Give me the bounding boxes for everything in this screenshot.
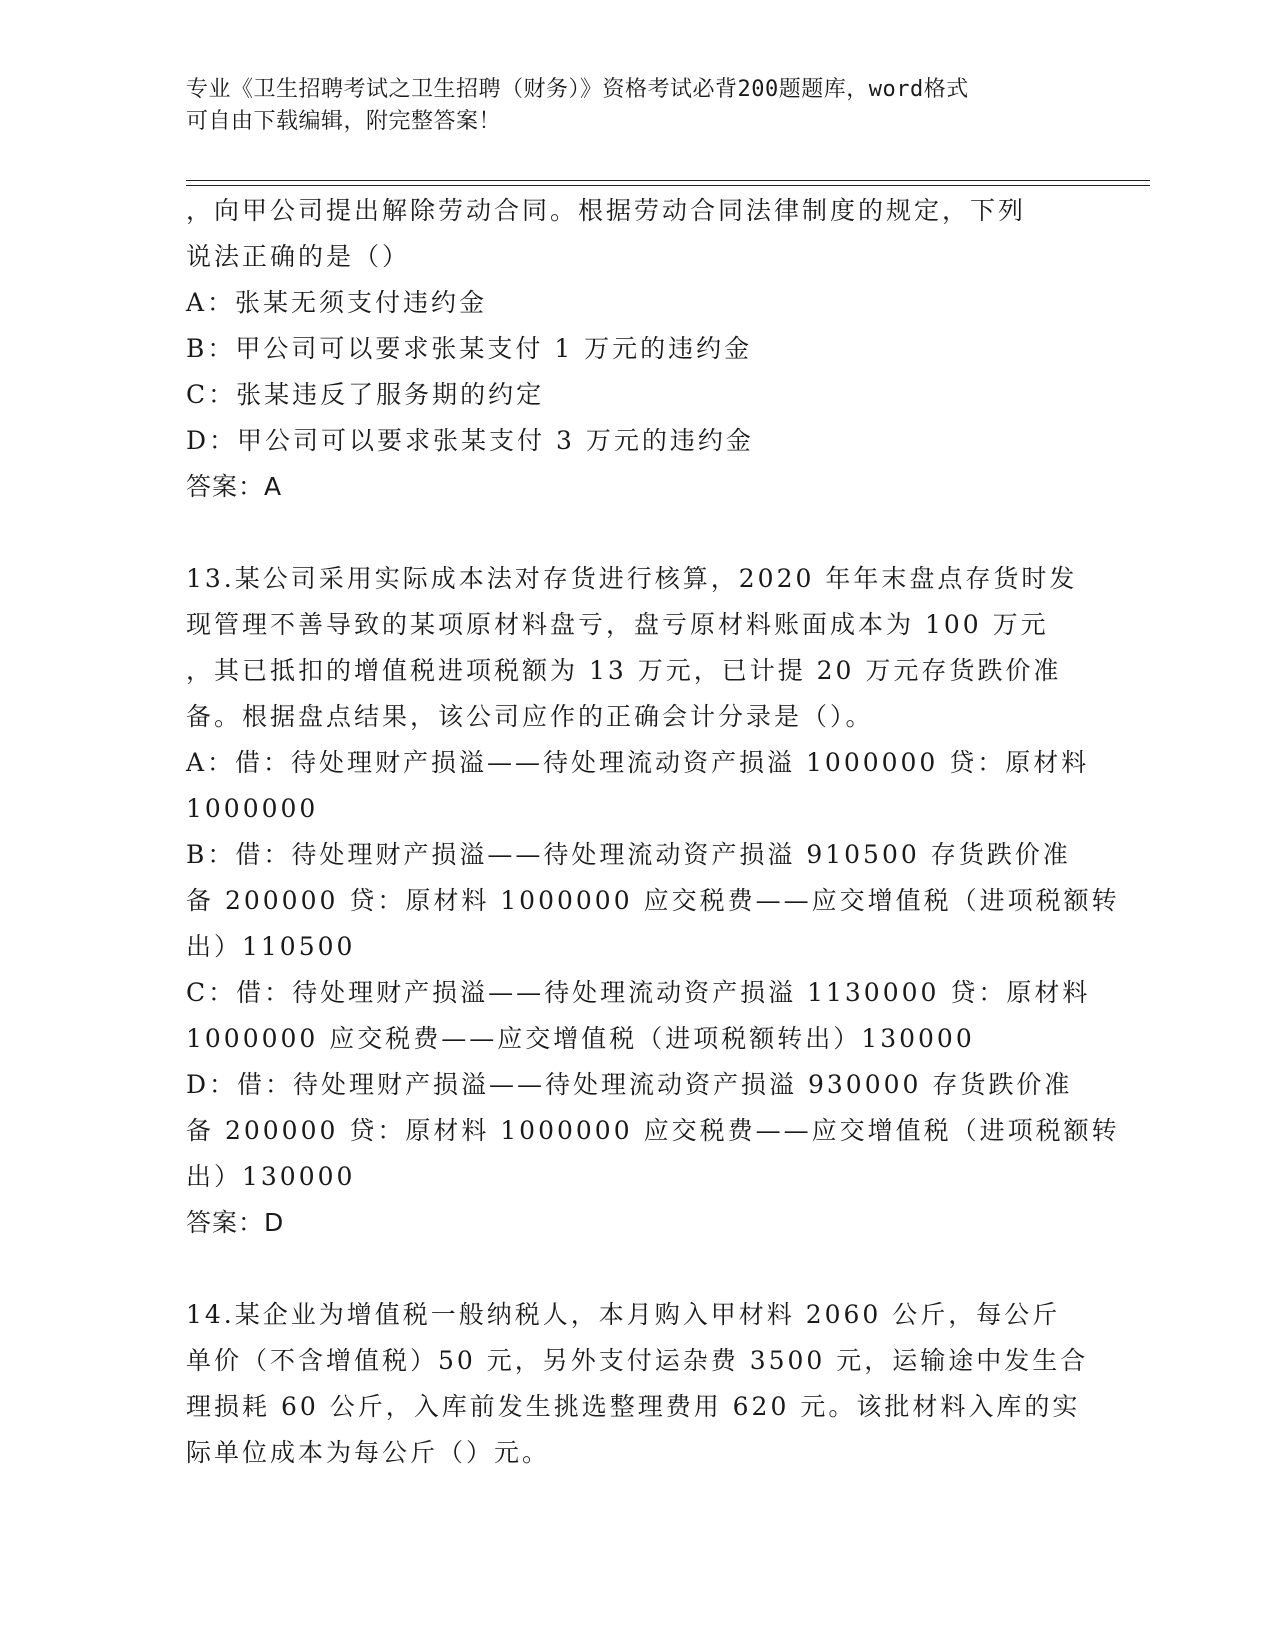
- question-13-stem-line-3: ，其已抵扣的增值税进项税额为 13 万元，已计提 20 万元存货跌价准: [186, 656, 1062, 685]
- question-12-option-c: C：张某违反了服务期的约定: [186, 380, 545, 409]
- header-title-line-1: 专业《卫生招聘考试之卫生招聘（财务）》资格考试必背200题题库，word格式: [186, 77, 969, 102]
- question-14-stem-line-3: 理损耗 60 公斤，入库前发生挑选整理费用 620 元。该批材料入库的实: [186, 1392, 1081, 1421]
- question-14: [186, 1292, 1089, 1476]
- question-14-stem-line-4: 际单位成本为每公斤（）元。: [186, 1438, 551, 1467]
- question-13-option-d-line-1: D：借：待处理财产损溢——待处理流动资产损溢 930000 存货跌价准: [186, 1070, 1073, 1099]
- question-12-option-b: B：甲公司可以要求张某支付 1 万元的违约金: [186, 334, 753, 363]
- question-13-option-d-line-3: 出）130000: [186, 1162, 356, 1191]
- spacer: [186, 510, 1086, 556]
- question-12-option-a: A：张某无须支付违约金: [186, 288, 488, 317]
- question-13-option-b-line-2: 备 200000 贷：原材料 1000000 应交税费——应交增值税（进项税额转: [186, 886, 1120, 915]
- question-12-answer: 答案：A: [186, 472, 283, 501]
- question-14-stem-line-2: 单价（不含增值税）50 元，另外支付运杂费 3500 元，运输途中发生合: [186, 1346, 1089, 1375]
- document-body: [186, 188, 1120, 1476]
- header-divider-bottom: [186, 185, 1150, 186]
- question-12-stem-line-1: ，向甲公司提出解除劳动合同。根据劳动合同法律制度的规定，下列: [186, 196, 1027, 225]
- question-13-option-b-line-1: B：借：待处理财产损溢——待处理流动资产损溢 910500 存货跌价准: [186, 840, 1071, 869]
- question-13-option-c-line-1: C：借：待处理财产损溢——待处理流动资产损溢 1130000 贷：原材料: [186, 978, 1091, 1007]
- question-14-stem-line-1: 14.某企业为增值税一般纳税人，本月购入甲材料 2060 公斤，每公斤: [186, 1300, 1061, 1329]
- question-13-option-d-line-2: 备 200000 贷：原材料 1000000 应交税费——应交增值税（进项税额转: [186, 1116, 1120, 1145]
- spacer: [186, 1246, 1086, 1292]
- question-13-option-a-line-2: 1000000: [186, 794, 319, 823]
- question-13-answer: 答案：D: [186, 1208, 285, 1237]
- question-13-option-a-line-1: A：借：待处理财产损溢——待处理流动资产损溢 1000000 贷：原材料: [186, 748, 1090, 777]
- question-13-option-b-line-3: 出）110500: [186, 932, 356, 961]
- question-12-stem-line-2: 说法正确的是（）: [186, 242, 411, 271]
- question-13-option-c-line-2: 1000000 应交税费——应交增值税（进项税额转出）130000: [186, 1024, 975, 1053]
- header-title-line-2: 可自由下载编辑，附完整答案！: [186, 109, 502, 134]
- question-13: [186, 556, 1120, 1246]
- question-13-stem-line-1: 13.某公司采用实际成本法对存货进行核算，2020 年年末盘点存货时发: [186, 564, 1078, 593]
- header-divider-top: [186, 180, 1150, 181]
- document-header: [186, 74, 1086, 138]
- question-13-stem-line-4: 备。根据盘点结果，该公司应作的正确会计分录是（）。: [186, 702, 874, 731]
- question-13-stem-line-2: 现管理不善导致的某项原材料盘亏，盘亏原材料账面成本为 100 万元: [186, 610, 1049, 639]
- question-12-option-d: D：甲公司可以要求张某支付 3 万元的违约金: [186, 426, 754, 455]
- question-12: [186, 188, 1086, 510]
